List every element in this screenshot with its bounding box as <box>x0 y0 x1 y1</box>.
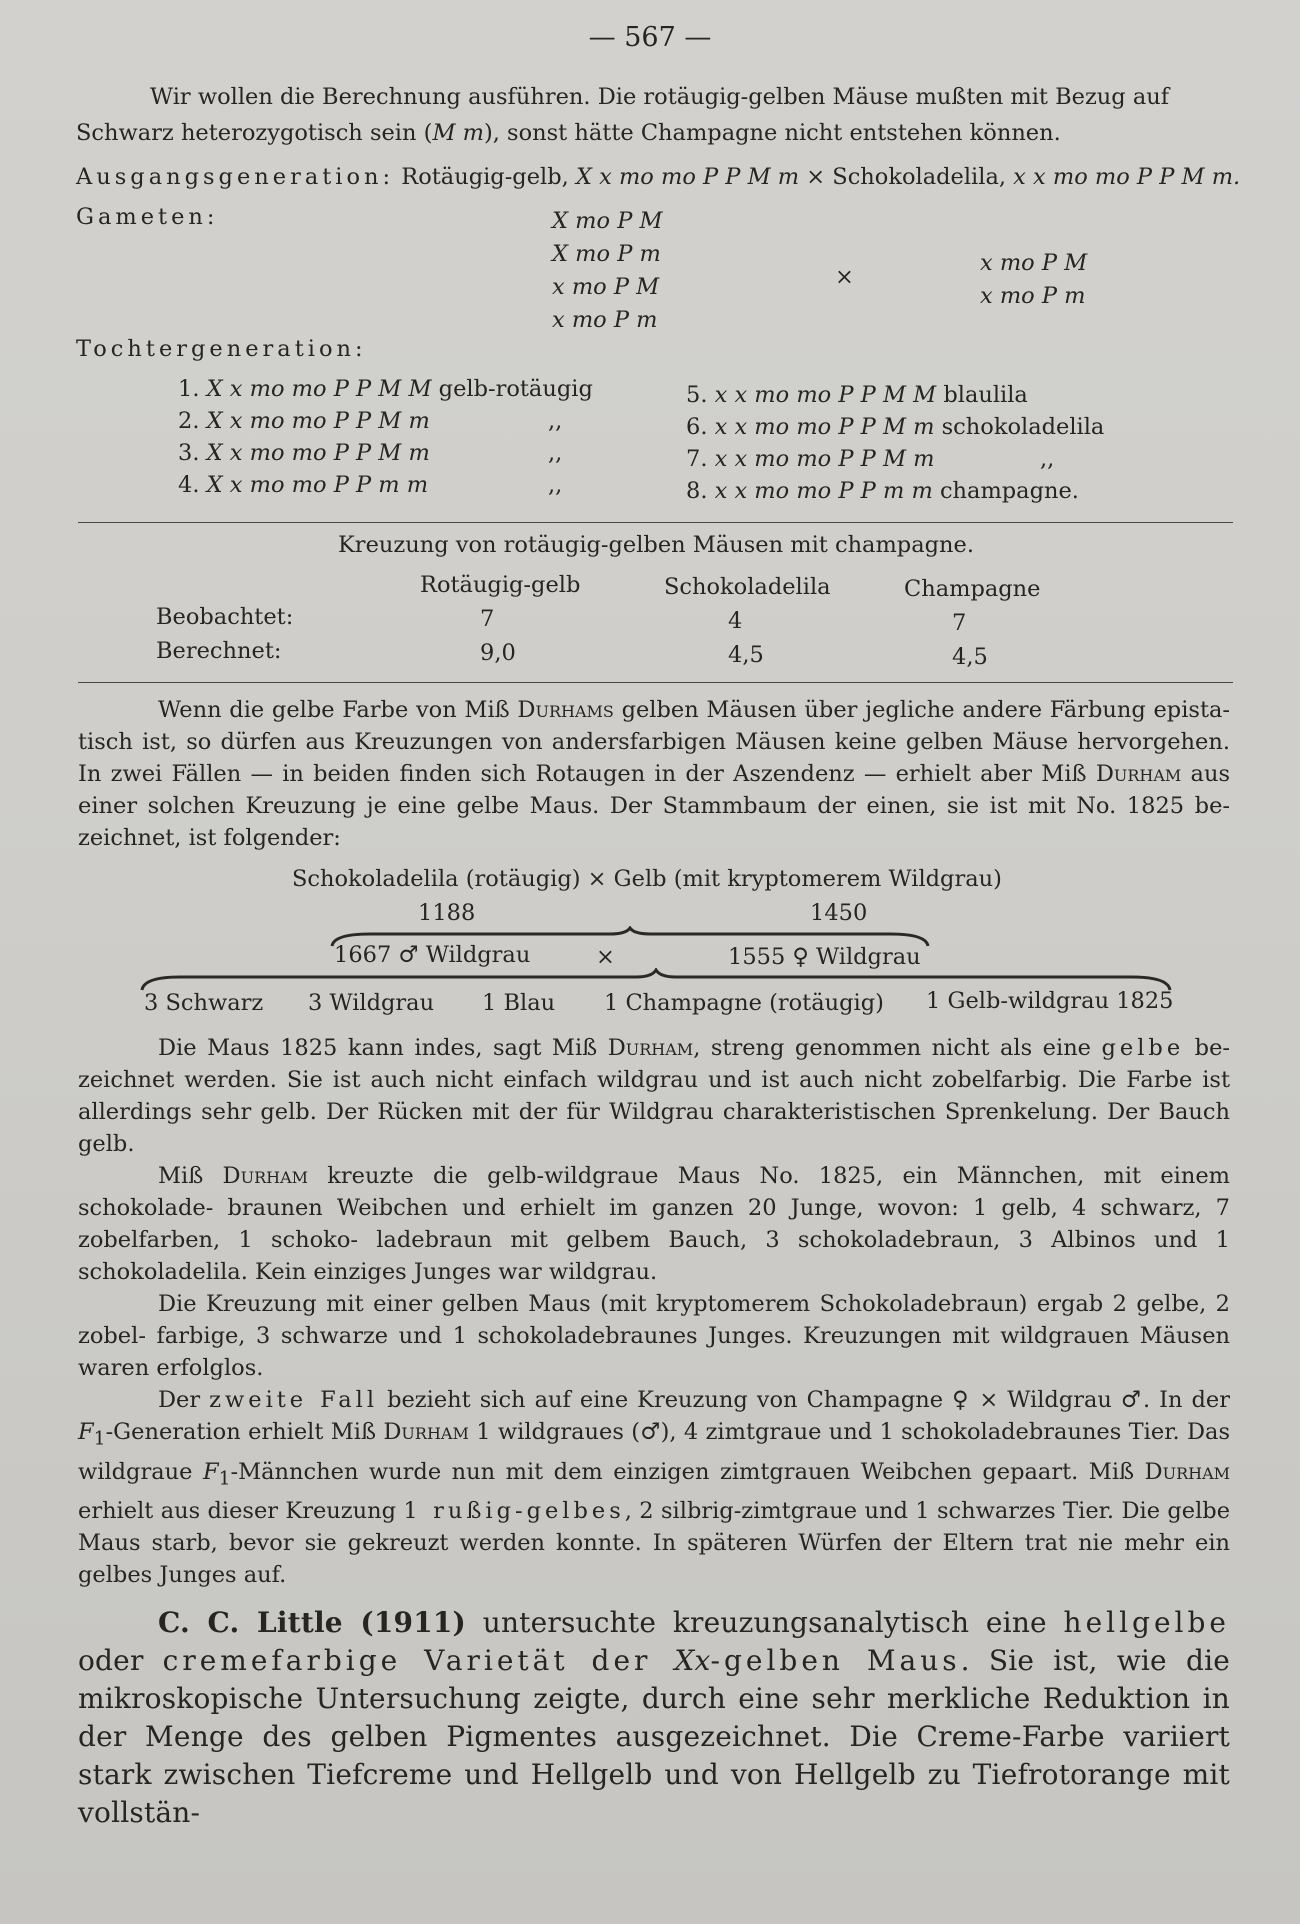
table-top-rule <box>78 522 1233 523</box>
paragraph-little: C. C. Little (1911) untersuchte kreuzungsanalytisch eine hellgelbe oder cremefarbige Varietät der Xx-gelben Maus. Sie ist, wie die mikroskopische Untersuchung zeigte, durch eine sehr merkliche Reduktion in der Menge des gelben Pigmentes ausgezeichnet. Die Creme-Farbe variiert stark zwischen Tiefcreme und Hellgelb und von Hellgelb zu Tiefrotorange mit vollstän- <box>78 1606 1231 1829</box>
table-header-3: Champagne <box>904 576 1041 602</box>
page-number: — 567 — <box>588 22 712 53</box>
table-row-label-1: Beobachtet: <box>156 604 294 630</box>
intro-line-2: Schwarz heterozygotisch sein (M m), sonst hätte Champagne nicht entstehen können. <box>76 120 1061 146</box>
pedigree-offspring-3: 1 Blau <box>482 990 556 1016</box>
offspring-8: 8. x x mo mo P P m m champagne. <box>686 478 1079 504</box>
table-caption: Kreuzung von rotäugig-gelben Mäusen mit champagne. <box>338 532 974 558</box>
table-cell: 7 <box>952 610 967 636</box>
offspring-6: 6. x x mo mo P P M m schokoladelila <box>686 414 1105 440</box>
intro-line-1: Wir wollen die Berechnung ausführen. Die rotäugig-gelben Mäuse mußten mit Bezug auf <box>150 84 1170 110</box>
offspring-4: 4. X x mo mo P P m m <box>178 472 429 498</box>
paragraph-zweite-fall: Der zweite Fall bezieht sich auf eine Kreuzung von Champagne ♀ × Wildgrau ♂. In der $F_1$-Generation erhielt Miß Durham 1 wildgraues (♂), 4 zimtgraue und 1 schokoladebraunes Tier. Das wildgraue $F_1$-Männchen wurde nun mit dem einzigen zimtgrauen Weibchen gepaart. Miß Durham erhielt aus dieser Kreuzung 1 rußig-gelbes, 2 silbrig-zimtgraue und 1 schwarzes Tier. Die gelbe Maus starb, bevor sie gekreuzt werden konnte. In späteren Würfen der Eltern trat nie mehr ein gelbes Junges auf. <box>78 1387 1231 1588</box>
table-cell: 7 <box>480 606 495 632</box>
gameten-label: Gameten: <box>76 204 219 230</box>
pedigree-f1-right: 1555 ♀ Wildgrau <box>728 944 921 970</box>
gamete-left-1: X mo P M <box>552 208 663 234</box>
table-row-label-2: Berechnet: <box>156 638 282 664</box>
paragraph-kreuzte: Miß Durham kreuzte die gelb-wildgraue Maus No. 1825, ein Männchen, mit einem schokolade- braunen Weibchen und erhielt im ganzen 20 Junge, wovon: 1 gelb, 4 schwarz, 7 zobelfarben, 1 schoko- ladebraun mit gelbem Bauch, 3 schokoladebraun, 3 Albinos und 1 schokoladelila. Kein einziges Junges war wildgrau. <box>78 1163 1230 1285</box>
paragraph-maus-1825: Die Maus 1825 kann indes, sagt Miß Durham, streng genommen nicht als eine gelbe be- zeichnet werden. Sie ist auch nicht einfach wildgrau und ist auch nicht zobelfarbig. Die Farbe ist allerdings sehr gelb. Der Rücken mit der für Wildgrau charakteristischen Sprenkelung. Der Bauch gelb. <box>78 1035 1230 1157</box>
offspring-5: 5. x x mo mo P P M M blaulila <box>686 382 1028 408</box>
table-cell: 4,5 <box>952 644 988 670</box>
offspring-1: 1. X x mo mo P P M M gelb-rotäugig <box>178 376 593 402</box>
gamete-left-2: X mo P m <box>552 241 661 267</box>
pedigree-f1-left: 1667 ♂ Wildgrau <box>334 942 531 968</box>
author-citation: C. C. Little (1911) <box>158 1606 467 1639</box>
gamete-left-4: x mo P m <box>552 307 658 333</box>
pedigree-offspring-4: 1 Champagne (rotäugig) <box>604 990 884 1016</box>
ditto-3: ,, <box>548 440 563 466</box>
pedigree-offspring-1: 3 Schwarz <box>144 990 264 1016</box>
pedigree-parents: Schokoladelila (rotäugig) × Gelb (mit kryptomerem Wildgrau) <box>292 866 1002 892</box>
pedigree-parent-1-number: 1188 <box>418 900 476 926</box>
ausgangsgeneration-label: Ausgangsgeneration: <box>76 164 395 190</box>
pedigree-parent-2-number: 1450 <box>810 900 868 926</box>
table-bottom-rule <box>78 682 1233 683</box>
ditto-2: ,, <box>548 408 563 434</box>
tochtergeneration-label: Tochtergeneration: <box>76 336 367 362</box>
gamete-right-1: x mo P M <box>980 250 1088 276</box>
table-cell: 9,0 <box>480 640 516 666</box>
table-header-1: Rotäugig-gelb <box>420 572 581 598</box>
table-cell: 4 <box>728 608 743 634</box>
paragraph-durham: Wenn die gelbe Farbe von Miß Durhams gelben Mäusen über jegliche andere Färbung epista- tisch ist, so dürfen aus Kreuzungen von andersfarbigen Mäusen keine gelben Mäuse hervorgehen. In zwei Fällen — in beiden finden sich Rotaugen in der Aszendenz — erhielt aber Miß Durham aus einer solchen Kreuzung je eine gelbe Maus. Der Stammbaum der einen, sie ist mit No. 1825 be- zeichnet, ist folgender: <box>78 697 1230 851</box>
pedigree-offspring-5: 1 Gelb-wildgrau 1825 <box>926 988 1174 1014</box>
gameten-cross: × <box>835 264 854 290</box>
pedigree-f1-cross: × <box>596 944 615 970</box>
offspring-3: 3. X x mo mo P P M m <box>178 440 430 466</box>
gamete-right-2: x mo P m <box>980 283 1086 309</box>
ditto-4: ,, <box>548 472 563 498</box>
pedigree-offspring-2: 3 Wildgrau <box>308 990 435 1016</box>
paragraph-gelbe-maus: Die Kreuzung mit einer gelben Maus (mit kryptomerem Schokoladebraun) ergab 2 gelbe, 2 zobel- farbige, 3 schwarze und 1 schokoladebraunes Junges. Kreuzungen mit wildgrauen Mäusen waren erfolglos. <box>78 1291 1231 1381</box>
table-header-2: Schokoladelila <box>664 574 831 600</box>
offspring-7: 7. x x mo mo P P M m <box>686 446 935 472</box>
ditto-7: ,, <box>1040 446 1055 472</box>
ausgangsgeneration-line: Ausgangsgeneration: Rotäugig-gelb, X x mo mo P P M m × Schokoladelila, x x mo mo P P M m. <box>76 164 1241 190</box>
offspring-2: 2. X x mo mo P P M m <box>178 408 430 434</box>
gamete-left-3: x mo P M <box>552 274 660 300</box>
table-cell: 4,5 <box>728 642 764 668</box>
